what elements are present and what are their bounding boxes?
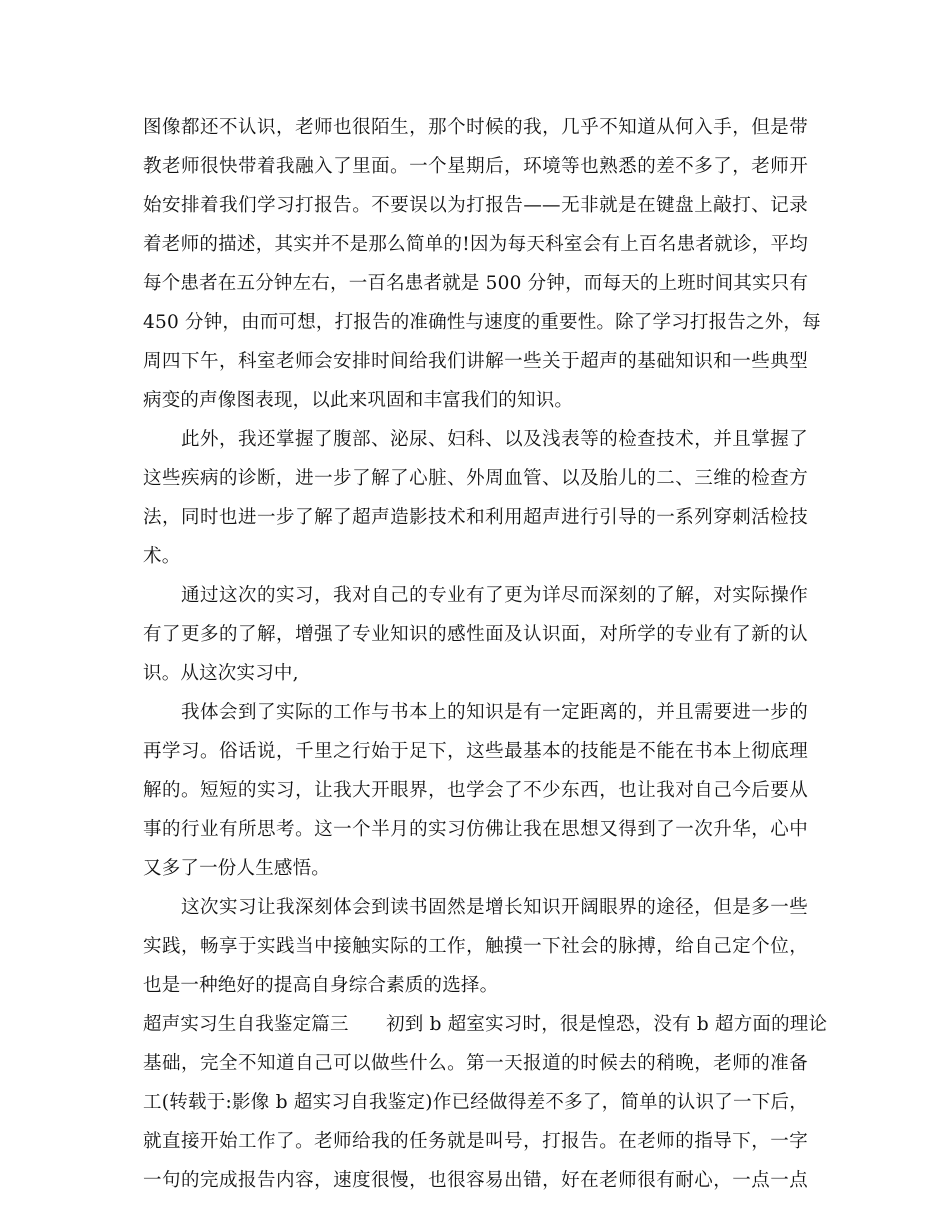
text-line: 这次实习让我深刻体会到读书固然是增长知识开阔眼界的途径，但是多一些: [181, 897, 808, 918]
text-line: 一句的完成报告内容，速度很慢，也很容易出错，好在老师很有耐心，一点一点: [143, 1170, 808, 1191]
text-line: 再学习。俗话说，千里之行始于足下，这些最基本的技能是不能在书本上彻底理: [143, 741, 808, 762]
text-line: 病变的声像图表现，以此来巩固和丰富我们的知识。: [143, 390, 574, 411]
text-line: 工(转载于:影像 b 超实习自我鉴定)作已经做得差不多了，简单的认识了一下后，: [143, 1092, 808, 1113]
text-line: 就直接开始工作了。老师给我的任务就是叫号，打报告。在老师的指导下，一字: [143, 1131, 808, 1152]
text-line: 也是一种绝好的提高自身综合素质的选择。: [143, 975, 499, 996]
text-line: 有了更多的了解，增强了专业知识的感性面及认识面，对所学的专业有了新的认: [143, 624, 808, 645]
text-line: 每个患者在五分钟左右，一百名患者就是 500 分钟，而每天的上班时间其实只有: [143, 273, 809, 294]
text-line: 超声实习生自我鉴定篇三 初到 b 超室实习时，很是惶恐，没有 b 超方面的理论: [143, 1014, 828, 1035]
text-line: 周四下午，科室老师会安排时间给我们讲解一些关于超声的基础知识和一些典型: [143, 351, 808, 372]
text-line: 实践，畅享于实践当中接触实际的工作，触摸一下社会的脉搏，给自己定个位，: [143, 936, 808, 957]
text-line: 又多了一份人生感悟。: [143, 858, 331, 879]
text-line: 识。从这次实习中,: [143, 663, 299, 684]
text-line: 通过这次的实习，我对自己的专业有了更为详尽而深刻的了解，对实际操作: [181, 585, 808, 606]
text-line: 始安排着我们学习打报告。不要误以为打报告——无非就是在键盘上敲打、记录: [143, 195, 808, 216]
text-line: 法，同时也进一步了解了超声造影技术和利用超声进行引导的一系列穿刺活检技: [143, 507, 808, 528]
text-line: 解的。短短的实习，让我大开眼界，也学会了不少东西，也让我对自己今后要从: [143, 780, 808, 801]
text-line: 450 分钟，由而可想，打报告的准确性与速度的重要性。除了学习打报告之外，每: [143, 312, 821, 333]
text-line: 教老师很快带着我融入了里面。一个星期后，环境等也熟悉的差不多了，老师开: [143, 156, 808, 177]
text-line: 此外，我还掌握了腹部、泌尿、妇科、以及浅表等的检查技术，并且掌握了: [181, 429, 808, 450]
text-line: 事的行业有所思考。这一个半月的实习仿佛让我在思想又得到了一次升华，心中: [143, 819, 808, 840]
text-line: 我体会到了实际的工作与书本上的知识是有一定距离的，并且需要进一步的: [181, 702, 808, 723]
text-line: 图像都还不认识，老师也很陌生，那个时候的我，几乎不知道从何入手，但是带: [143, 117, 808, 138]
text-line: 基础，完全不知道自己可以做些什么。第一天报道的时候去的稍晚，老师的准备: [143, 1053, 808, 1074]
text-line: 术。: [143, 546, 181, 567]
text-line: 着老师的描述，其实并不是那么简单的!因为每天科室会有上百名患者就诊，平均: [143, 234, 808, 255]
text-line: 这些疾病的诊断，进一步了解了心脏、外周血管、以及胎儿的二、三维的检查方: [143, 468, 808, 489]
